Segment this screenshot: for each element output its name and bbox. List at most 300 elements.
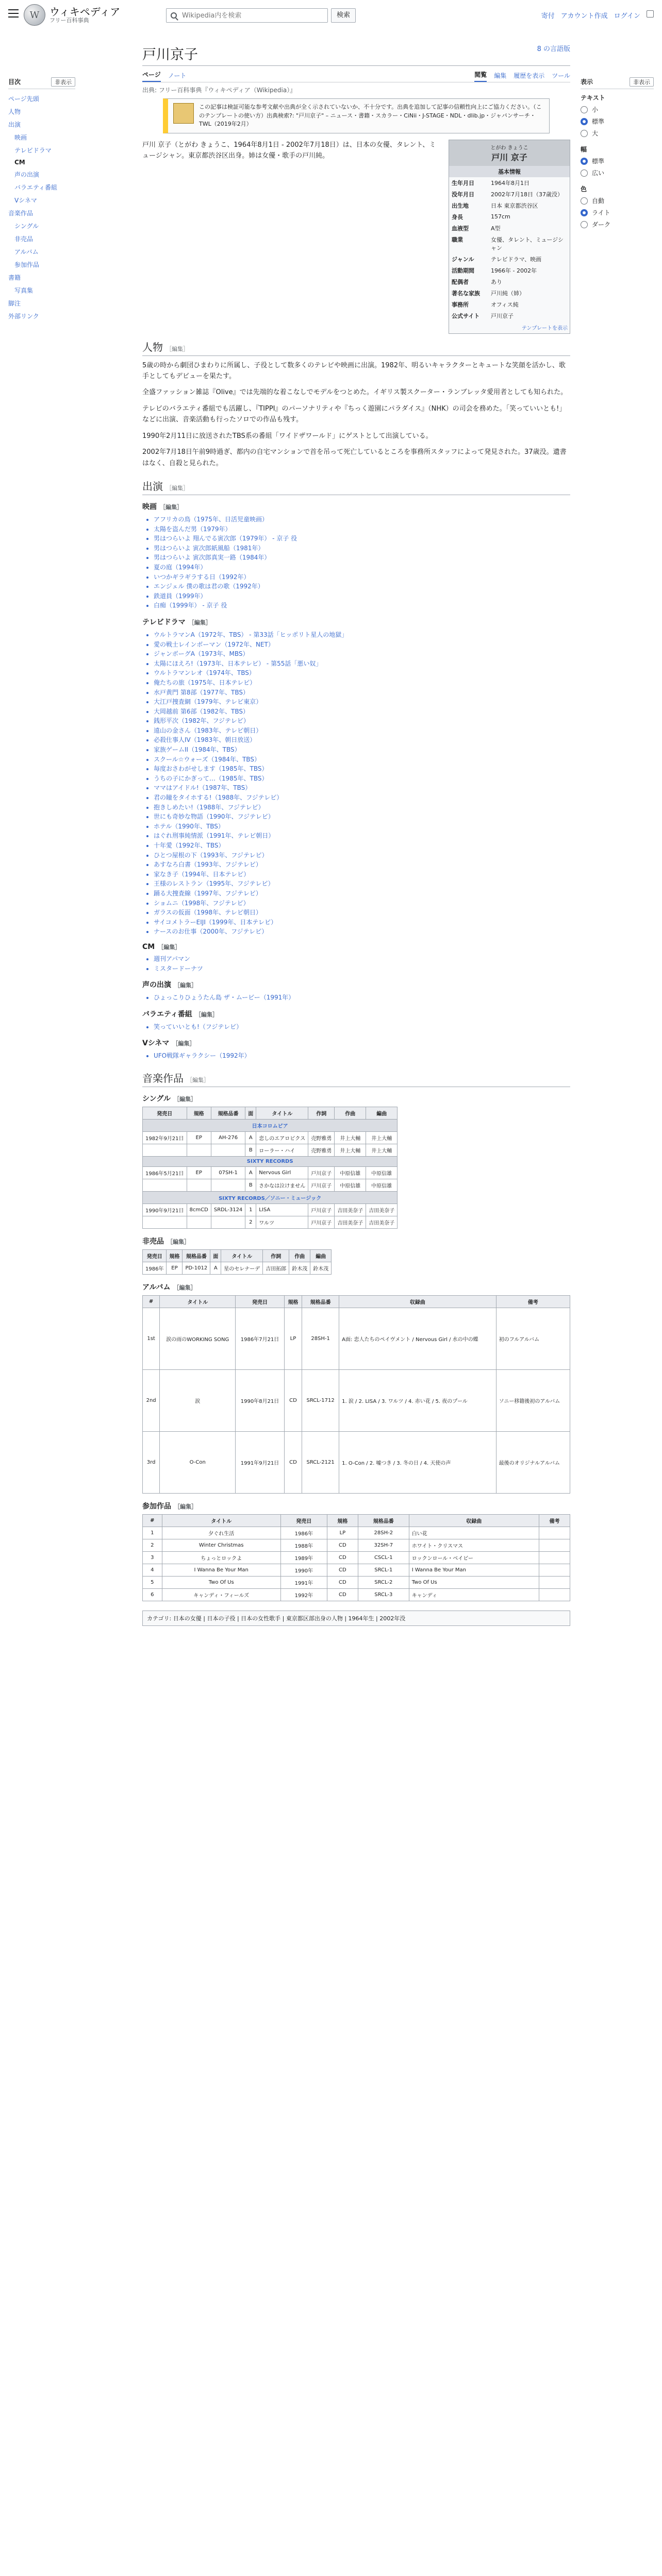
list-item[interactable]: • ひとつ屋根の下（1993年、フジテレビ） [154, 851, 570, 860]
paragraph: テレビのバラエティ番組でも活躍し、『TIPPI』のパーソナリティや『ちっく遊園にパラダイス』（NHK）の司会を務めた。「笑っていいとも!」などに出演、音楽活動も行ったソロでの作品も残す。 [142, 404, 566, 424]
list-item[interactable]: • 君の瞳をタイホする!（1988年、フジテレビ） [154, 793, 570, 803]
table-cell: 3 [143, 1551, 162, 1564]
site-logo[interactable] [24, 4, 120, 26]
list-item[interactable]: • 王様のレストラン（1995年、フジテレビ） [154, 879, 570, 889]
table-cell[interactable]: ワルツ [256, 1216, 308, 1228]
list-item[interactable]: • 大岡越前 第6部（1982年、TBS） [154, 707, 570, 717]
section-films: 映画 ［編集］ [142, 503, 183, 511]
table-header: 規格品番 [302, 1295, 339, 1308]
create-account-link[interactable]: アカウント作成 [560, 12, 608, 20]
table-cell[interactable]: 涙の雨のWORKING SONG [160, 1308, 236, 1369]
list-item[interactable]: • 家族ゲームII（1984年、TBS） [154, 745, 570, 755]
toc-item[interactable]: ページ先頭 [8, 95, 39, 103]
infobox-row [449, 287, 570, 299]
label-band[interactable]: SIXTY RECORDS [143, 1156, 398, 1166]
table-cell: LP [284, 1308, 302, 1369]
list-item[interactable]: • 抱きしめたい!（1988年、フジテレビ） [154, 803, 570, 812]
list-item[interactable]: • ガラスの仮面（1998年、テレビ朝日） [154, 908, 570, 918]
infobox-value: 2002年7月18日（37歳没） [491, 191, 563, 198]
table-row [143, 1262, 332, 1274]
table-cell: 1991年 [280, 1576, 327, 1588]
table-cell: 1. 涙 / 2. LISA / 3. ワルツ / 4. 赤い花 / 5. 夜のプール [339, 1369, 496, 1431]
toc-item[interactable]: 出演 [8, 121, 21, 128]
edit-link[interactable]: ［編集］ [195, 1011, 218, 1018]
table-cell[interactable]: 吉田美奈子 [335, 1204, 366, 1216]
table-cell: 1989年 [280, 1551, 327, 1564]
table-cell[interactable]: I Wanna Be Your Man [162, 1564, 280, 1576]
table-header: 作詞 [263, 1249, 289, 1262]
table-cell: 1990年8月21日 [236, 1369, 285, 1431]
table-cell: 1991年9月21日 [236, 1431, 285, 1493]
wikipedia-globe-icon: W [24, 4, 45, 26]
text-size-large[interactable]: 大 [581, 129, 654, 138]
table-cell[interactable]: 鈴木茂 [310, 1262, 332, 1274]
table-cell[interactable]: 売野雅勇 [308, 1131, 335, 1144]
list-item[interactable]: • 家なき子（1994年、日本テレビ） [154, 870, 570, 879]
table-header: 備考 [539, 1514, 570, 1527]
toc-item[interactable]: 外部リンク [8, 313, 39, 320]
edit-link[interactable]: ［編集］ [167, 1238, 190, 1245]
page-tabs [142, 69, 570, 82]
toc-item[interactable]: Vシネマ [14, 197, 37, 204]
toc-item[interactable]: 脚注 [8, 300, 21, 307]
infobox-value: 女優、タレント、ミュージシャン [491, 236, 564, 251]
table-cell[interactable]: 井上大輔 [335, 1131, 366, 1144]
toc-item[interactable]: 声の出演 [14, 171, 40, 178]
table-cell[interactable]: 井上大輔 [335, 1144, 366, 1156]
section-music: 音楽作品 ［編集］ [142, 1070, 570, 1087]
citation-notice [163, 98, 550, 133]
search-icon [171, 12, 177, 19]
toc-item[interactable]: シングル [14, 223, 39, 230]
toc-item[interactable]: テレビドラマ [14, 147, 52, 154]
table-header-row [143, 1514, 570, 1527]
text-size-small[interactable]: 小 [581, 105, 654, 114]
table-band-row [143, 1119, 398, 1131]
table-cell[interactable]: Winter Christmas [162, 1539, 280, 1551]
table-cell[interactable]: 吉田美奈子 [335, 1216, 366, 1228]
table-header: 規格 [187, 1107, 211, 1119]
section-participation: 参加作品 ［編集］ [142, 1502, 197, 1511]
toc-item[interactable]: 写真集 [14, 287, 34, 294]
infobox-value: 1966年 - 2002年 [491, 267, 537, 274]
table-cell[interactable]: 井上大輔 [366, 1144, 398, 1156]
toc-sidebar [8, 77, 75, 323]
toc-item[interactable]: 人物 [8, 108, 21, 115]
table-row [143, 1308, 570, 1369]
table-row [143, 1564, 570, 1576]
edit-link[interactable]: ［編集］ [173, 1284, 196, 1291]
table-cell[interactable]: ちょっとロックよ [162, 1551, 280, 1564]
toc-item[interactable]: CM [14, 159, 25, 166]
table-cell [211, 1144, 245, 1156]
table-header: 編曲 [366, 1107, 398, 1119]
section-dramas: テレビドラマ ［編集］ [142, 618, 211, 626]
table-header: 収録曲 [409, 1514, 539, 1527]
table-cell: 2 [143, 1539, 162, 1551]
infobox-key: 没年月日 [452, 191, 474, 198]
list-item[interactable]: • 夏の庭（1994年） [154, 563, 570, 572]
tab-page[interactable]: ページ [142, 70, 161, 82]
table-cell: 1986年 [280, 1527, 327, 1539]
list-item[interactable]: • 笑っていいとも!（フジテレビ） [154, 1022, 570, 1032]
infobox-key: 血液型 [452, 225, 469, 232]
toc-item[interactable]: 書籍 [8, 274, 21, 281]
table-cell: SRCL-1 [358, 1564, 409, 1576]
table-cell[interactable]: 戸川京子 [308, 1166, 335, 1179]
edit-link[interactable]: ［編集］ [174, 1503, 197, 1510]
edit-link[interactable]: ［編集］ [187, 1076, 209, 1083]
edit-link[interactable]: ［編集］ [174, 982, 197, 989]
table-cell: A面: 恋人たちのペイヴメント / Nervous Girl / 水の中の蝶 [339, 1308, 496, 1369]
language-button[interactable]: 8 の言語版 [537, 45, 570, 53]
table-cell[interactable]: Two Of Us [162, 1576, 280, 1588]
table-cell: ソニー移籍後初のアルバム [496, 1369, 570, 1431]
table-row [143, 1551, 570, 1564]
infobox-value: 1964年8月1日 [491, 179, 529, 187]
table-row [143, 1527, 570, 1539]
table-cell: 07SH-1 [211, 1166, 245, 1179]
list-item[interactable]: • ウルトラマンレオ（1974年、TBS） [154, 668, 570, 678]
list-item[interactable]: • ひょっこりひょうたん島 ザ・ムービー（1991年） [154, 993, 570, 1003]
color-label: 色 [581, 185, 587, 193]
table-row [143, 1369, 570, 1431]
table-cell: 1988年 [280, 1539, 327, 1551]
section-nonsale: 非売品 ［編集］ [142, 1237, 190, 1246]
table-cell [143, 1216, 187, 1228]
table-cell: 8cmCD [187, 1204, 211, 1216]
list-item[interactable]: • ショムニ（1998年、フジテレビ） [154, 899, 570, 908]
table-cell [539, 1551, 570, 1564]
table-cell[interactable]: LISA [256, 1204, 308, 1216]
color-auto[interactable]: 自動 [581, 196, 654, 205]
list-item[interactable]: • 遠山の金さん（1983年、テレビ朝日） [154, 726, 570, 736]
appearance-title: 表示 [581, 78, 593, 86]
list-item[interactable]: • ジャンボーグA（1973年、MBS） [154, 649, 570, 659]
infobox-row [449, 276, 570, 287]
table-cell: CD [327, 1551, 358, 1564]
edit-link[interactable]: ［編集］ [173, 1095, 196, 1103]
list-item[interactable]: • 大江戸捜査網（1979年、テレビ東京） [154, 697, 570, 707]
list-item[interactable]: • 踊る大捜査線（1997年、フジテレビ） [154, 889, 570, 899]
list-item[interactable]: • 水戸黄門 第8部（1977年、TBS） [154, 688, 570, 698]
table-cell[interactable]: O-Con [160, 1431, 236, 1493]
toc-title: 目次 [8, 78, 21, 86]
search-input[interactable] [181, 11, 300, 20]
table-cell [211, 1179, 245, 1191]
table-cell[interactable]: キャンディ・フィールズ [162, 1588, 280, 1601]
edit-link[interactable]: ［編集］ [166, 485, 189, 492]
tab-edit[interactable]: 編集 [494, 72, 507, 79]
list-item[interactable]: • 愛の戦士レインボーマン（1972年、NET） [154, 640, 570, 650]
table-cell: LP [327, 1527, 358, 1539]
table-cell[interactable]: 吉田拓郎 [263, 1262, 289, 1274]
table-header: 規格 [167, 1249, 183, 1262]
section-vcinema: Vシネマ ［編集］ [142, 1039, 195, 1048]
list-item[interactable]: • 太陽を盗んだ男（1979年） [154, 524, 570, 534]
infobox-key: 事務所 [452, 301, 469, 308]
search-box[interactable] [166, 8, 328, 23]
table-cell: CD [327, 1588, 358, 1601]
paragraph: 全盛ファッション雑誌『Olive』では先端的な着こなしでモデルをつとめた。イギリス製スクーター・ランブレッタ愛用者としても知られた。 [142, 388, 568, 397]
table-cell: 1986年 [143, 1262, 167, 1274]
login-link[interactable]: ログイン [614, 12, 640, 20]
table-cell[interactable]: 戸川京子 [308, 1216, 335, 1228]
table-cell: I Wanna Be Your Man [409, 1564, 539, 1576]
list-item[interactable]: • ホテル（1990年、TBS） [154, 822, 570, 832]
more-icon[interactable] [647, 10, 654, 18]
tab-history[interactable]: 履歴を表示 [514, 72, 545, 79]
table-header: 規格品番 [358, 1514, 409, 1527]
table-cell: 28SH-2 [358, 1527, 409, 1539]
table-cell: 3rd [143, 1431, 160, 1493]
infobox [449, 140, 570, 334]
table-cell: A [210, 1262, 221, 1274]
table-cell[interactable]: 中原信雄 [366, 1166, 398, 1179]
list-item[interactable]: • 男はつらいよ 寅次郎紙風船（1981年） [154, 544, 570, 553]
table-cell[interactable]: ローラー・ハイ [256, 1144, 308, 1156]
table-header: 規格 [327, 1514, 358, 1527]
tab-tools[interactable]: ツール [552, 72, 570, 79]
table-cell: 初のフルアルバム [496, 1308, 570, 1369]
edit-link[interactable]: ［編集］ [172, 1040, 195, 1047]
edit-link[interactable]: ［編集］ [166, 345, 189, 352]
table-cell: 1st [143, 1308, 160, 1369]
list-item[interactable]: • はぐれ刑事純情派（1991年、テレビ朝日） [154, 831, 570, 841]
table-cell[interactable]: 中原信雄 [335, 1166, 366, 1179]
infobox-value: 157cm [491, 213, 510, 220]
table-cell: SRDL-3124 [211, 1204, 245, 1216]
table-header: 作曲 [289, 1249, 310, 1262]
list-item[interactable]: • あすなろ白書（1993年、フジテレビ） [154, 860, 570, 870]
notice-text: この記事は検証可能な参考文献や出典が全く示されていないか、不十分です。出典を追加して記事の信頼性向上にご協力ください。（このテンプレートの使い方）出典検索?: "戸川京子" – ニュース・書籍・スカラー・CiNii・J-STAGE・NDL・dlib.jp・ジャパンサーチ・TWL（2019年2月） [199, 104, 542, 127]
table-cell: 白い花 [409, 1527, 539, 1539]
table-cell [143, 1179, 187, 1191]
list-item[interactable]: • 必殺仕事人IV（1983年、朝日放送） [154, 735, 570, 745]
infobox-row [449, 223, 570, 234]
table-cell: PD-1012 [183, 1262, 210, 1274]
table-header: 発売日 [143, 1249, 167, 1262]
table-band-row [143, 1191, 398, 1204]
table-cell: ホワイト・クリスマス [409, 1539, 539, 1551]
table-cell: ロックンロール・ベイビー [409, 1551, 539, 1564]
toc-hide-button[interactable]: 非表示 [51, 77, 75, 87]
table-header-row [143, 1249, 332, 1262]
table-cell[interactable]: Nervous Girl [256, 1166, 308, 1179]
table-cell[interactable]: 戸川京子 [308, 1204, 335, 1216]
table-cell[interactable]: さかなは泣けません [256, 1179, 308, 1191]
list-item[interactable]: • 銭形平次（1982年、フジテレビ） [154, 716, 570, 726]
color-dark[interactable]: ダーク [581, 220, 654, 229]
list-item[interactable]: • 男はつらいよ 寅次郎真実一路（1984年） [154, 553, 570, 563]
table-cell[interactable]: 鈴木茂 [289, 1262, 310, 1274]
table-cell: SRCL-2121 [302, 1431, 339, 1493]
edit-link[interactable]: ［編集］ [160, 504, 183, 511]
list-item[interactable]: • 俺たちの旅（1975年、日本テレビ） [154, 678, 570, 688]
table-cell: CD [284, 1431, 302, 1493]
table-header: 発売日 [280, 1514, 327, 1527]
page-title: 戸川京子 [142, 43, 570, 66]
nonsale-table [142, 1249, 332, 1275]
appearance-hide-button[interactable]: 非表示 [630, 77, 654, 87]
donate-link[interactable]: 寄付 [541, 12, 555, 20]
color-light[interactable]: ライト [581, 208, 654, 217]
list-item[interactable]: • ミスタードーナツ [154, 964, 570, 974]
paragraph: 2002年7月18日午前9時過ぎ、都内の自宅マンションで首を吊って死亡しているところを事務所スタッフによって発見された。37歳没。遺書はなく、自殺と見られた。 [142, 448, 567, 467]
list-item[interactable]: • スクール☆ウォーズ（1984年、TBS） [154, 755, 570, 765]
toc-item[interactable]: 非売品 [14, 235, 34, 243]
main-menu-icon[interactable] [8, 9, 19, 18]
table-header: 作曲 [335, 1107, 366, 1119]
infobox-row [449, 310, 570, 321]
table-cell: Two Of Us [409, 1576, 539, 1588]
table-row [143, 1588, 570, 1601]
table-row [143, 1144, 398, 1156]
table-cell: 1986年7月21日 [236, 1308, 285, 1369]
table-cell: 1 [245, 1204, 256, 1216]
section-person: 人物 ［編集］ [142, 339, 570, 356]
table-header-row [143, 1107, 398, 1119]
infobox-key: 身長 [452, 213, 463, 221]
table-header: 規格品番 [211, 1107, 245, 1119]
table-header: タイトル [256, 1107, 308, 1119]
table-row [143, 1216, 398, 1228]
infobox-row [449, 253, 570, 265]
main-content [142, 43, 570, 1626]
table-header: 収録曲 [339, 1295, 496, 1308]
list-item[interactable]: • ナースのお仕事（2000年、フジテレビ） [154, 927, 570, 937]
intro-paragraph: 戸川 京子（とがわ きょうこ、1964年8月1日 - 2002年7月18日）は、日本の女優、タレント、ミュージシャン。東京都渋谷区出身。姉は女優・歌手の戸川純。 [142, 141, 436, 160]
toc-item[interactable]: 音楽作品 [8, 210, 34, 217]
section-appearances: 出演 ［編集］ [142, 478, 570, 495]
tab-read[interactable]: 閲覧 [474, 70, 487, 82]
list-item[interactable]: • 白痴（1999年） - 京子 役 [154, 601, 570, 611]
list-item[interactable]: • ママはアイドル!（1987年、TBS） [154, 783, 570, 793]
singles-table [142, 1107, 398, 1229]
table-cell[interactable]: 吉田美奈子 [366, 1204, 398, 1216]
list-item[interactable]: • 男はつらいよ 翔んでる寅次郎（1979年） - 京子 役 [154, 534, 570, 544]
table-band-row [143, 1156, 398, 1166]
infobox-value: 戸川純（姉） [491, 290, 525, 297]
table-header: 発売日 [143, 1107, 187, 1119]
table-header: 編曲 [310, 1249, 332, 1262]
list-item[interactable]: • 毎度おさわがせします（1985年、TBS） [154, 764, 570, 774]
table-cell[interactable]: 吉田美奈子 [366, 1216, 398, 1228]
list-item[interactable]: • 週刊アパマン [154, 954, 570, 964]
table-cell[interactable]: 涙 [160, 1369, 236, 1431]
table-cell: 1990年 [280, 1564, 327, 1576]
infobox-key: 活動期間 [452, 267, 474, 274]
albums-table [142, 1295, 570, 1494]
list-item[interactable]: • ウルトラマンA（1972年、TBS） - 第33話「ヒッポリト星人の地獄」 [154, 630, 570, 640]
list-item[interactable]: • サイコメトラーEIJI（1999年、日本テレビ） [154, 918, 570, 927]
table-cell: 32SH-7 [358, 1539, 409, 1551]
table-cell: SRCL-2 [358, 1576, 409, 1588]
table-header: 規格 [284, 1295, 302, 1308]
table-cell: B [245, 1144, 256, 1156]
table-cell[interactable]: 恋しのエアロビクス [256, 1131, 308, 1144]
table-cell: B [245, 1179, 256, 1191]
header [0, 0, 662, 30]
table-cell[interactable]: 売野雅勇 [308, 1144, 335, 1156]
infobox-key: 配偶者 [452, 278, 469, 285]
list-item[interactable]: • 太陽にほえろ!（1973年、日本テレビ） - 第55話「悪い奴」 [154, 659, 570, 669]
table-cell: 1982年9月21日 [143, 1131, 187, 1144]
table-cell: CSCL-1 [358, 1551, 409, 1564]
infobox-key: 著名な家族 [452, 290, 480, 297]
text-size-standard[interactable]: 標準 [581, 117, 654, 126]
label-band[interactable]: 日本コロムビア [143, 1119, 398, 1131]
paragraph: 5歳の時から劇団ひまわりに所属し、子役として数多くのテレビや映画に出演。1982年、明るいキャラクターとキュートな笑顔を活かし、歌手としてもデビューを果たす。 [142, 361, 566, 380]
table-cell[interactable]: 中原信雄 [335, 1179, 366, 1191]
table-cell[interactable]: 井上大輔 [366, 1131, 398, 1144]
site-title: ウィキペディア [49, 5, 121, 18]
infobox-value: A型 [491, 225, 501, 232]
section-albums: アルバム ［編集］ [142, 1283, 196, 1292]
list-item[interactable]: • 鉄道員（1999年） [154, 591, 570, 601]
tab-talk[interactable]: ノート [168, 72, 187, 79]
table-row [143, 1576, 570, 1588]
toc-item[interactable]: 映画 [14, 134, 27, 141]
table-cell[interactable]: 星のセレナーデ [221, 1262, 263, 1274]
table-cell: 6 [143, 1588, 162, 1601]
list-item[interactable]: • いつかギラギラする日（1992年） [154, 572, 570, 582]
toc-item[interactable]: バラエティ番組 [14, 184, 58, 191]
table-cell [187, 1144, 211, 1156]
toc-item[interactable]: アルバム [14, 248, 39, 256]
edit-link[interactable]: ［編集］ [158, 943, 181, 951]
edit-link[interactable]: ［編集］ [188, 619, 211, 626]
table-cell: 1 [143, 1527, 162, 1539]
table-header: # [143, 1514, 162, 1527]
infobox-row [449, 211, 570, 223]
table-cell: 2 [245, 1216, 256, 1228]
toc-item[interactable]: 参加作品 [14, 261, 40, 268]
from-line: 出典: フリー百科事典『ウィキペディア（Wikipedia）』 [142, 87, 296, 94]
width-wide[interactable]: 広い [581, 168, 654, 177]
list-item[interactable]: • 十年愛（1992年、TBS） [154, 841, 570, 851]
table-cell[interactable]: 夕ぐれ生活 [162, 1527, 280, 1539]
width-standard[interactable]: 標準 [581, 157, 654, 165]
table-header: 面 [210, 1249, 221, 1262]
table-cell: 4 [143, 1564, 162, 1576]
table-header: タイトル [221, 1249, 263, 1262]
table-cell: 1990年9月21日 [143, 1204, 187, 1216]
list-item[interactable]: • アフリカの鳥（1975年、日活児童映画） [154, 515, 570, 524]
template-link[interactable]: テンプレートを表示 [521, 325, 568, 331]
list-item[interactable]: • 世にも奇妙な物語（1990年、フジテレビ） [154, 812, 570, 822]
table-cell: 1. O-Con / 2. 嘘つき / 3. 冬の日 / 4. 天使の声 [339, 1431, 496, 1493]
search-button[interactable]: 検索 [331, 8, 356, 23]
section-singles: シングル ［編集］ [142, 1094, 196, 1103]
width-label: 幅 [581, 146, 587, 153]
table-cell [187, 1216, 211, 1228]
table-cell: 最後のオリジナルアルバム [496, 1431, 570, 1493]
table-header: 発売日 [236, 1295, 285, 1308]
table-row [143, 1166, 398, 1179]
table-cell[interactable]: 中原信雄 [366, 1179, 398, 1191]
list-item[interactable]: • UFO戦隊ギャラクシー（1992年） [154, 1051, 570, 1061]
infobox-row [449, 177, 570, 189]
table-header: # [143, 1295, 160, 1308]
table-cell: A [245, 1166, 256, 1179]
table-cell: キャンディ [409, 1588, 539, 1601]
table-cell[interactable]: 戸川京子 [308, 1179, 335, 1191]
label-band[interactable]: SIXTY RECORDS／ソニー・ミュージック [143, 1191, 398, 1204]
table-cell [539, 1564, 570, 1576]
list-item[interactable]: • エンジェル 僕の歌は君の歌（1992年） [154, 582, 570, 591]
list-item[interactable]: • うちの子にかぎって…（1985年、TBS） [154, 774, 570, 784]
